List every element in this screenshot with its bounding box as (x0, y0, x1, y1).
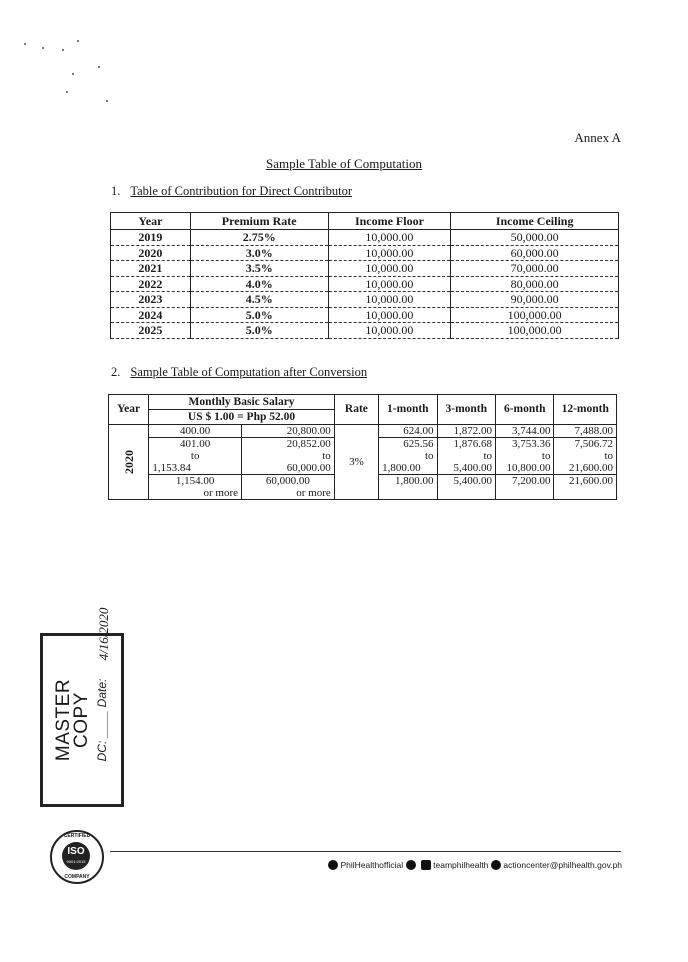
annex-label: Annex A (574, 130, 621, 145)
table-header-row (109, 395, 617, 410)
scan-speck (24, 43, 26, 45)
email-address[interactable]: actioncenter@philhealth.gov.ph (503, 860, 622, 870)
master-copy-stamp: MASTER COPY DC: ____ Date: (40, 633, 124, 807)
scan-speck (72, 73, 74, 75)
scan-speck (77, 40, 79, 42)
scan-speck (62, 49, 64, 51)
col-exchange-rate: US $ 1.00 = Php 52.00 (149, 410, 334, 425)
table-row: 2021 3.5% 10,000.00 70,000.00 (111, 261, 619, 277)
twitter-icon (406, 860, 416, 870)
col-monthly-basic-salary: Monthly Basic Salary (149, 395, 334, 410)
document-title: Sample Table of Computation (266, 156, 422, 171)
twitter-handle[interactable]: teamphilhealth (433, 860, 489, 870)
table-row: 2023 4.5% 10,000.00 90,000.00 (111, 292, 619, 308)
table-row: 2022 4.0% 10,000.00 80,000.00 (111, 276, 619, 292)
scan-speck (98, 66, 100, 68)
facebook-handle[interactable]: PhilHealthofficial (340, 860, 404, 870)
col-income-ceiling: Income Ceiling (451, 213, 619, 230)
email-icon (491, 860, 501, 870)
contribution-table (110, 212, 619, 339)
table-row: 2024 5.0% 10,000.00 100,000.00 (111, 307, 619, 323)
year-cell: 2020 (109, 425, 149, 500)
table-header-row (111, 213, 619, 230)
rate-cell: 3% (334, 425, 378, 500)
col-3-month: 3-month (437, 395, 495, 425)
col-year: Year (111, 213, 191, 230)
col-rate: Rate (334, 395, 378, 425)
conversion-table (108, 394, 617, 500)
table-row: 401.00 to 1,153.84 20,852.00 to 60,000.00 625.56 to 1,800.00 1,876.68 to 5,400.00 3,753.36 to 10,800.00 7,506.72 to 21,600.00 (109, 438, 617, 475)
table-row: 2020 400.00 20,800.00 3% 624.00 1,872.00 3,744.00 7,488.00 (109, 425, 617, 438)
col-year: Year (109, 395, 149, 425)
col-1-month: 1-month (379, 395, 437, 425)
col-6-month: 6-month (496, 395, 554, 425)
col-12-month: 12-month (554, 395, 617, 425)
iso-certified-badge: CERTIFIED ISO 9001:2015 COMPANY (50, 830, 104, 884)
section-1-heading: 1. Table of Contribution for Direct Contributor (111, 184, 353, 198)
scan-speck (106, 100, 108, 102)
col-premium-rate: Premium Rate (190, 213, 328, 230)
col-income-floor: Income Floor (328, 213, 451, 230)
facebook-icon (328, 860, 338, 870)
scan-speck (42, 47, 44, 49)
stamp-handwritten-date: 4/16/2020 (96, 607, 111, 661)
table-row: 2025 5.0% 10,000.00 100,000.00 (111, 323, 619, 339)
section-2-heading: 2. Sample Table of Computation after Conversion (111, 365, 368, 379)
instagram-icon (421, 860, 431, 870)
footer-contacts (325, 860, 622, 870)
table-row: 2020 3.0% 10,000.00 60,000.00 (111, 245, 619, 261)
table-row: 2019 2.75% 10,000.00 50,000.00 (111, 230, 619, 246)
footer-divider (110, 851, 621, 852)
table-row: 1,154.00 or more 60,000.00 or more 1,800.00 5,400.00 7,200.00 21,600.00 (109, 475, 617, 500)
scan-speck (66, 91, 68, 93)
